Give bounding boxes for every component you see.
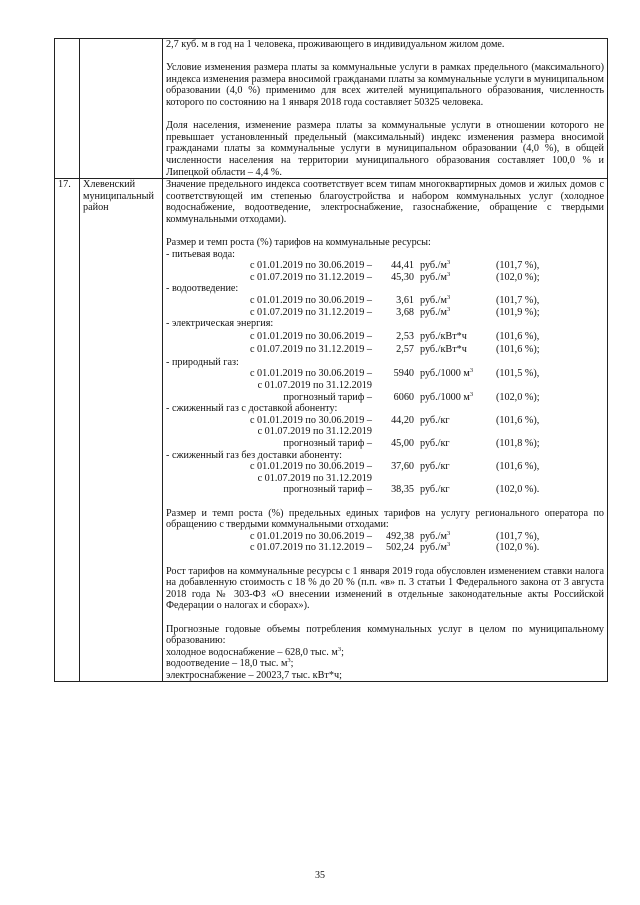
tariff-growth: (102,0 %). [496, 542, 540, 554]
tariff-group-label [166, 357, 604, 369]
tariff-period: с 01.01.2019 по 30.06.2019 – [249, 368, 372, 380]
tariff-growth: (101,8 %); [496, 438, 540, 449]
municipality-cell [80, 39, 163, 179]
tariff-unit: руб./кг [420, 438, 450, 449]
tariff-value: 5940 [393, 368, 414, 380]
tariff-unit [420, 426, 490, 438]
tariff-list [166, 249, 604, 496]
tariff-group-label-text: - питьевая вода: [166, 248, 235, 260]
tariff-row [166, 542, 604, 554]
tariff-value: 44,20 [391, 414, 414, 426]
tariff-growth: (102,0 %); [496, 271, 540, 283]
tariff-row [166, 330, 604, 344]
tariff-growth [490, 380, 604, 392]
row-number-cell: 17. [55, 179, 80, 682]
tariff-row [166, 461, 604, 473]
tariff-group-label-text: - сжиженный газ без доставки абоненту: [166, 449, 342, 461]
paragraph: Значение предельного индекса соответствует всем типам многоквартирных домов и жилых домов с соответствующей им степенью благоустройства и набором коммунальных услуг (холодное водоснабжение, водоотведение, электроснабжение, газоснабжение, обращение с твердыми коммунальными отходами). [166, 179, 604, 225]
tariff-row [166, 438, 604, 450]
tariff-group-label-text: - сжиженный газ с доставкой абоненту: [166, 403, 338, 415]
tariff-row [166, 473, 604, 485]
tariff-growth [490, 426, 604, 438]
waste-tariff-list [166, 531, 604, 554]
tariff-unit: $руб./м^3$ [420, 305, 451, 318]
tariff-unit: руб./кВт*ч [420, 330, 467, 342]
municipality-name: Хлевенский муниципальный район [83, 179, 154, 214]
tariff-period: прогнозный тариф – [283, 484, 372, 496]
row-number-cell [55, 39, 80, 179]
tariff-table [54, 38, 608, 682]
volume-item: электроснабжение – 20023,7 тыс. кВт*ч; [166, 669, 342, 681]
tariff-row [166, 484, 604, 496]
paragraph: 2,7 куб. м в год на 1 человека, проживающего в индивидуальном жилом доме. [166, 39, 505, 50]
tariff-period: с 01.07.2019 по 31.12.2019 [257, 472, 372, 484]
table-row [55, 179, 608, 682]
tariff-row [166, 260, 604, 272]
tariff-value: 502,24 [385, 542, 414, 554]
tariff-period: с 01.01.2019 по 30.06.2019 – [249, 530, 372, 542]
tariff-unit: руб./кг [420, 414, 450, 426]
tariff-value: 3,68 [396, 306, 414, 318]
tariff-unit [420, 380, 490, 392]
tariff-value: 44,41 [391, 260, 414, 272]
description-cell [163, 179, 608, 682]
tariff-growth [490, 473, 604, 485]
tariff-row [166, 415, 604, 427]
tariff-row [166, 380, 604, 392]
tariff-unit: руб./кг [420, 484, 450, 496]
tariff-unit: $руб./м^3$ [420, 294, 451, 307]
superscript: 3 [446, 541, 451, 549]
tariff-period: с 01.07.2019 по 31.12.2019 – [249, 344, 372, 356]
tariff-value: 2,53 [396, 330, 414, 342]
tariff-row [166, 307, 604, 319]
tariff-row [166, 343, 604, 357]
tariff-group-label [166, 318, 604, 330]
page-number: 35 [315, 870, 325, 881]
tariff-row [166, 368, 604, 380]
tariff-unit: руб./кг [420, 461, 450, 473]
tariff-row [166, 392, 604, 404]
tariff-growth: (101,6 %), [496, 330, 540, 342]
tariff-group-label [166, 450, 604, 462]
superscript: 3 [446, 270, 451, 278]
tariff-value [376, 426, 420, 438]
tariff-value: 492,38 [385, 530, 414, 542]
tariff-growth: (101,6 %); [496, 344, 540, 356]
tariff-period: прогнозный тариф – [283, 438, 372, 449]
volume-item: холодное водоснабжение – 628,0 тыс. $м^3$; [166, 645, 344, 658]
tariff-growth: (101,7 %), [496, 530, 540, 542]
paragraph: Условие изменения размера платы за коммунальные услуги в рамках предельного (максимального) индекса изменения размера вносимой гражданами платы за коммунальные услуги в муниципальном образовании (4,0 %) применимо для всех жителей муниципального образования, численность которого по состоянию на 1 января 2018 года составляет 50325 человека. [166, 62, 604, 108]
waste-heading: Размер и темп роста (%) предельных единых тарифов на услугу регионального оператора по обращению с твердыми коммунальными отходами: [166, 507, 604, 531]
tariff-row [166, 426, 604, 438]
tariff-period: с 01.01.2019 по 30.06.2019 – [249, 461, 372, 473]
volume-item: водоотведение – 18,0 тыс. $м^3$; [166, 657, 294, 670]
tariff-value [376, 380, 420, 392]
superscript: 3 [446, 305, 451, 313]
tariff-period: с 01.07.2019 по 31.12.2019 [257, 380, 372, 392]
tariff-value: 3,61 [396, 295, 414, 307]
volume-list [166, 647, 604, 682]
superscript: 3 [446, 529, 451, 537]
tariff-unit: $руб./м^3$ [420, 541, 451, 554]
tariff-period: с 01.01.2019 по 30.06.2019 – [249, 295, 372, 307]
tariff-value: 6060 [393, 391, 414, 403]
tariff-value: 37,60 [391, 461, 414, 473]
tariff-unit: руб./1000 $м^3$ [420, 367, 474, 380]
superscript: 3 [287, 657, 291, 665]
tariff-growth: (102,0 %); [496, 391, 540, 403]
tariff-value: 38,35 [391, 484, 414, 496]
paragraph: Рост тарифов на коммунальные ресурсы с 1 января 2019 года обусловлен изменением ставки налога на добавленную стоимость с 18 % до 20 % (п.п. «в» п. 3 статьи 1 Федерального закона от 3 августа 2018 года № 303-ФЗ «О внесении изменений в отдельные законодательные акты Российской Федерации о налогах и сборах»). [166, 565, 604, 612]
tariff-heading: Размер и темп роста (%) тарифов на коммунальные ресурсы: [166, 237, 431, 249]
tariff-value [376, 473, 420, 485]
tariff-growth: (101,6 %), [496, 414, 540, 426]
tariff-value: 45,30 [391, 271, 414, 283]
superscript: 3 [446, 294, 451, 302]
tariff-group-label-text: - водоотведение: [166, 283, 239, 295]
tariff-unit: $руб./м^3$ [420, 259, 451, 272]
tariff-growth: (102,0 %). [496, 484, 540, 496]
tariff-growth: (101,7 %), [496, 260, 540, 272]
tariff-period: с 01.07.2019 по 31.12.2019 [257, 426, 372, 438]
tariff-group-label [166, 403, 604, 415]
tariff-period: с 01.01.2019 по 30.06.2019 – [249, 414, 372, 426]
tariff-unit [420, 473, 490, 485]
tariff-value: 45,00 [391, 438, 414, 449]
description-cell [163, 39, 608, 179]
tariff-period: с 01.01.2019 по 30.06.2019 – [249, 330, 372, 342]
superscript: 3 [469, 367, 474, 375]
tariff-unit: руб./кВт*ч [420, 344, 467, 356]
table-row [55, 39, 608, 179]
tariff-unit: руб./1000 $м^3$ [420, 390, 474, 403]
tariff-unit: $руб./м^3$ [420, 529, 451, 542]
superscript: 3 [337, 645, 342, 653]
tariff-growth: (101,5 %), [496, 368, 540, 380]
tariff-growth: (101,6 %), [496, 461, 540, 473]
tariff-group-label-text: - природный газ: [166, 356, 239, 368]
tariff-group-label [166, 249, 604, 261]
tariff-growth: (101,7 %), [496, 295, 540, 307]
tariff-period: с 01.07.2019 по 31.12.2019 – [249, 271, 372, 283]
volume-heading: Прогнозные годовые объемы потребления коммунальных услуг в целом по муниципальному образованию: [166, 623, 604, 647]
tariff-period: прогнозный тариф – [283, 391, 372, 403]
tariff-row [166, 272, 604, 284]
tariff-growth: (101,9 %); [496, 306, 540, 318]
tariff-group-label-text: - электрическая энергия: [166, 318, 274, 330]
superscript: 3 [446, 259, 451, 267]
tariff-value: 2,57 [396, 344, 414, 356]
tariff-row [166, 295, 604, 307]
tariff-unit: $руб./м^3$ [420, 270, 451, 283]
tariff-group-label [166, 283, 604, 295]
tariff-period: с 01.07.2019 по 31.12.2019 – [249, 542, 372, 554]
municipality-cell [80, 179, 163, 682]
tariff-row [166, 531, 604, 543]
tariff-period: с 01.07.2019 по 31.12.2019 – [249, 306, 372, 318]
tariff-period: с 01.01.2019 по 30.06.2019 – [249, 260, 372, 272]
superscript: 3 [469, 390, 474, 398]
paragraph: Доля населения, изменение размера платы за коммунальные услуги в отношении которого не превышает установленный предельный (максимальный) индекс изменения размера вносимой гражданами платы за коммунальные услуги в муниципальном образовании (4,0 %), в общей численности населения на территории муниципального образования составляет 100,0 % и Липецкой области – 4,4 %. [166, 120, 604, 178]
